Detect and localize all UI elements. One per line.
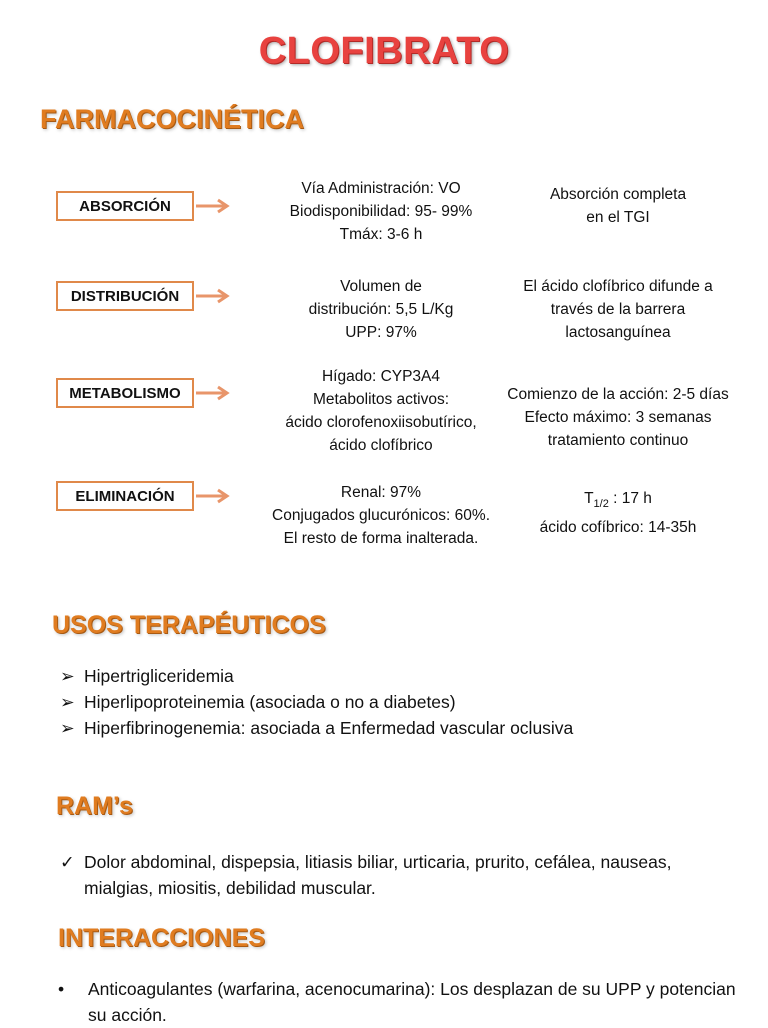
half-life-t: T [584, 490, 594, 507]
half-life-line [478, 487, 758, 516]
absorcion-detail-line: Tmáx: 3-6 h [339, 226, 423, 243]
half-life-subscript: 1/2 [593, 498, 609, 510]
metabolismo-detail-line: ácido clorofenoxiisobutírico, [285, 414, 477, 431]
arrow-right-icon [196, 198, 230, 214]
list-item [60, 715, 573, 741]
absorcion-note-line: Absorción completa [549, 186, 687, 203]
rams-list [60, 849, 710, 901]
distribucion-note-line: través de la barrera [550, 301, 686, 318]
eliminacion-detail-line: Renal: 97% [340, 484, 422, 501]
arrow-right-icon [196, 488, 230, 504]
metabolismo-detail-line: ácido clofíbrico [329, 437, 433, 454]
absorcion-notes [478, 183, 758, 229]
eliminacion-detail-line: Conjugados glucurónicos: 60%. [272, 507, 490, 524]
eliminacion-notes [478, 487, 758, 539]
arrow-bullet-icon: ➢ [60, 666, 75, 686]
arrow-bullet-icon: ➢ [60, 718, 75, 738]
list-item-text: Hiperlipoproteinemia (asociada o no a diabetes) [84, 692, 456, 712]
metabolismo-note-line: Comienzo de la acción: 2-5 días [507, 386, 729, 403]
metabolismo-notes [478, 383, 758, 452]
list-item-text: Anticoagulantes (warfarina, acenocumarina): Los desplazan de su UPP y potencian su acción. [88, 979, 736, 1025]
bullet-dot-icon: • [58, 979, 65, 999]
distribucion-detail-line: Volumen de [340, 278, 422, 295]
metabolismo-note-line: tratamiento continuo [547, 432, 689, 449]
stage-box-eliminacion: ELIMINACIÓN [56, 481, 194, 511]
usos-heading: USOS TERAPÉUTICOS [52, 611, 326, 639]
metabolismo-detail-line: Metabolitos activos: [312, 391, 450, 408]
list-item [60, 689, 573, 715]
metabolismo-note-line: Efecto máximo: 3 semanas [524, 409, 712, 426]
arrow-right-icon [196, 288, 230, 304]
check-icon: ✓ [60, 852, 75, 872]
stage-box-absorcion: ABSORCIÓN [56, 191, 194, 221]
arrow-bullet-icon: ➢ [60, 692, 75, 712]
distribucion-note-line: lactosanguínea [565, 324, 671, 341]
page-title: CLOFIBRATO [258, 30, 510, 72]
eliminacion-detail-line: El resto de forma inalterada. [283, 530, 479, 547]
farmacocinetica-heading: FARMACOCINÉTICA [40, 104, 304, 134]
stage-box-distribucion: DISTRIBUCIÓN [56, 281, 194, 311]
list-item [58, 976, 738, 1028]
usos-list [60, 663, 573, 741]
metabolismo-detail-line: Hígado: CYP3A4 [321, 368, 441, 385]
arrow-right-icon [196, 385, 230, 401]
distribucion-detail-line: distribución: 5,5 L/Kg [308, 301, 454, 318]
half-life-value: : 17 h [608, 490, 652, 507]
absorcion-detail-line: Biodisponibilidad: 95- 99% [289, 203, 473, 220]
distribucion-note-line: El ácido clofíbrico difunde a [523, 278, 713, 295]
list-item [60, 849, 710, 901]
list-item-text: Hipertrigliceridemia [84, 666, 234, 686]
list-item [60, 663, 573, 689]
eliminacion-note-line: ácido cofíbrico: 14-35h [539, 519, 697, 536]
absorcion-detail-line: Vía Administración: VO [301, 180, 461, 197]
list-item-text: Hiperfibrinogenemia: asociada a Enfermedad vascular oclusiva [84, 718, 574, 738]
distribucion-detail-line: UPP: 97% [345, 324, 417, 341]
rams-heading: RAM’s [56, 792, 133, 820]
list-item-text: Dolor abdominal, dispepsia, litiasis biliar, urticaria, prurito, cefálea, nauseas, mialgias, miositis, debilidad muscular. [84, 852, 672, 898]
distribucion-notes [478, 275, 758, 344]
interacciones-list [58, 976, 738, 1028]
interacciones-heading: INTERACCIONES [58, 924, 265, 952]
stage-box-metabolismo: METABOLISMO [56, 378, 194, 408]
absorcion-note-line: en el TGI [586, 209, 650, 226]
